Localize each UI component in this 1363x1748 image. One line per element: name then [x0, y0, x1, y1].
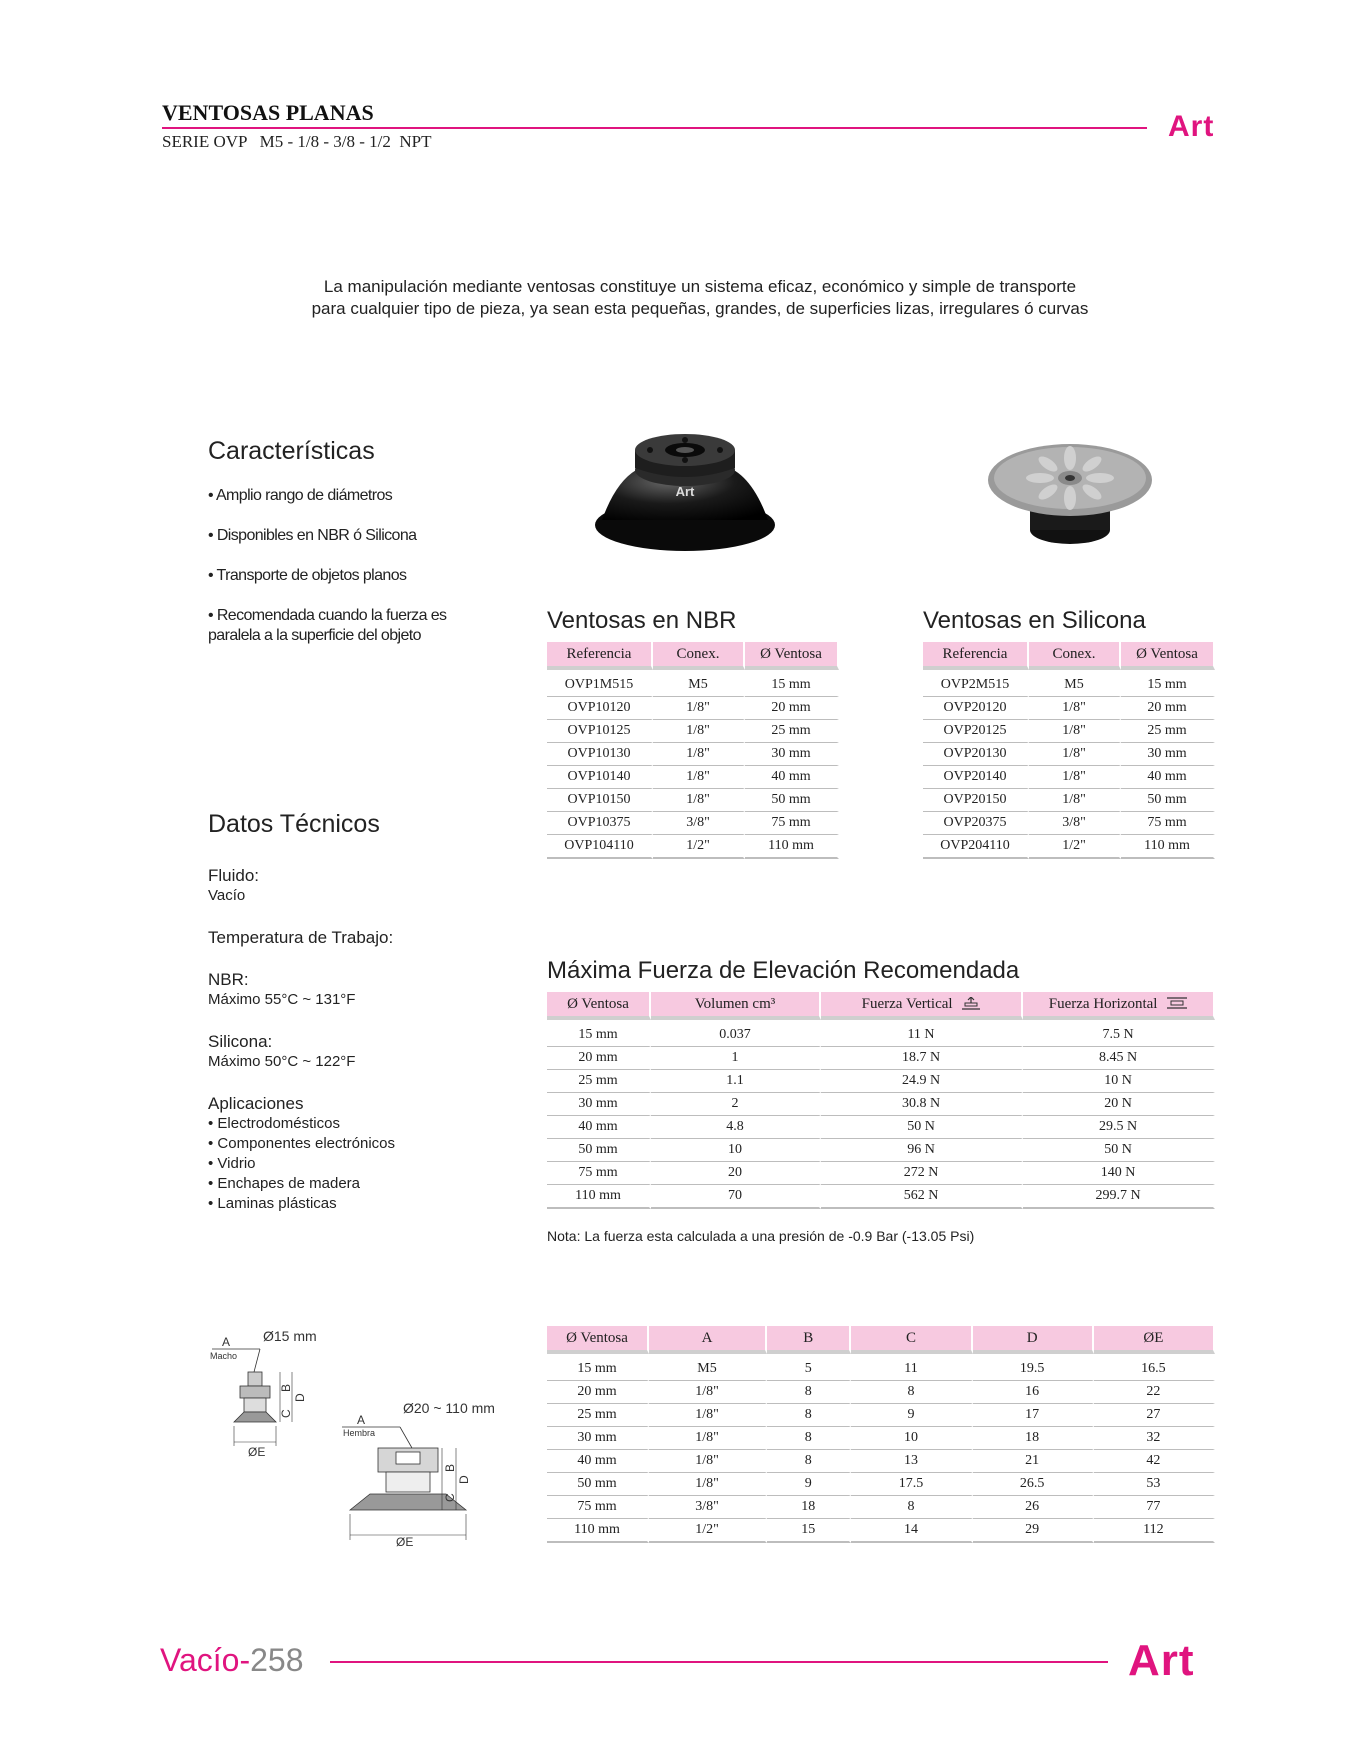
table-cell: 1/8" [653, 697, 745, 720]
app-item: • Electrodomésticos [208, 1115, 340, 1132]
large-b-label: B [443, 1463, 457, 1472]
table-cell: 8 [851, 1381, 972, 1404]
table-cell: 16 [973, 1381, 1094, 1404]
table-cell: 18 [973, 1427, 1094, 1450]
col-header: A [649, 1326, 767, 1354]
nbr-cup-photo [590, 430, 780, 555]
table-cell: 75 mm [1121, 812, 1215, 835]
col-header: Ø Ventosa [1121, 642, 1215, 670]
table-row [923, 789, 1215, 812]
feature-item: • Transporte de objetos planos [208, 567, 407, 584]
table-row [923, 766, 1215, 789]
table-cell: 1/8" [649, 1381, 767, 1404]
sil-table [923, 642, 1215, 859]
table-cell: OVP20130 [923, 743, 1029, 766]
table-row [547, 1047, 1215, 1070]
table-cell: 1/8" [1029, 789, 1121, 812]
table-row [923, 697, 1215, 720]
table-cell: 96 N [821, 1139, 1023, 1162]
table-cell: 50 mm [547, 1139, 651, 1162]
table-cell: 29 [973, 1519, 1094, 1543]
col-header: D [973, 1326, 1094, 1354]
small-e-label: ØE [248, 1445, 266, 1459]
table-row [547, 743, 839, 766]
table-cell: 4.8 [651, 1116, 821, 1139]
table-cell: 1/8" [1029, 766, 1121, 789]
table-cell: 299.7 N [1023, 1185, 1215, 1209]
table-cell: 42 [1094, 1450, 1215, 1473]
app-item: • Vidrio [208, 1155, 256, 1172]
table-cell: 15 mm [547, 1020, 651, 1047]
table-cell: 110 mm [745, 835, 839, 859]
table-row [547, 670, 839, 697]
table-cell: 8 [767, 1427, 851, 1450]
table-cell: 25 mm [547, 1070, 651, 1093]
page-subtitle: SERIE OVP M5 - 1/8 - 3/8 - 1/2 NPT [162, 132, 432, 151]
table-cell: 20 mm [547, 1047, 651, 1070]
table-row [547, 1162, 1215, 1185]
table-row [923, 812, 1215, 835]
table-cell: 1/8" [653, 789, 745, 812]
table-cell: 18 [767, 1496, 851, 1519]
col-header: C [851, 1326, 972, 1354]
col-header: Volumen cm³ [651, 992, 821, 1020]
table-row [547, 835, 839, 859]
table-row [547, 1473, 1215, 1496]
table-cell: 1 [651, 1047, 821, 1070]
table-cell: 15 mm [547, 1354, 649, 1381]
table-cell: 20 mm [745, 697, 839, 720]
table-cell: OVP10150 [547, 789, 653, 812]
apps-label: Aplicaciones [208, 1094, 304, 1113]
table-cell: 17 [973, 1404, 1094, 1427]
table-row [547, 1496, 1215, 1519]
table-cell: 40 mm [1121, 766, 1215, 789]
table-cell: 110 mm [547, 1185, 651, 1209]
table-cell: OVP1M515 [547, 670, 653, 697]
caracteristicas-list [208, 486, 448, 666]
table-cell: OVP2M515 [923, 670, 1029, 697]
table-cell: 50 mm [1121, 789, 1215, 812]
table-row [547, 1070, 1215, 1093]
fluido-label: Fluido: [208, 866, 260, 885]
table-cell: 8.45 N [1023, 1047, 1215, 1070]
table-row [547, 1020, 1215, 1047]
small-macho-label: Macho [210, 1351, 238, 1361]
table-cell: 1/2" [653, 835, 745, 859]
feature-item: • Recomendada cuando la fuerza es paralela a la superficie del objeto [208, 607, 447, 644]
table-cell: M5 [649, 1354, 767, 1381]
table-cell: 75 mm [547, 1496, 649, 1519]
table-cell: OVP104110 [547, 835, 653, 859]
table-row [547, 812, 839, 835]
table-cell: OVP20125 [923, 720, 1029, 743]
table-cell: 77 [1094, 1496, 1215, 1519]
table-row [547, 1404, 1215, 1427]
table-cell: 11 N [821, 1020, 1023, 1047]
table-cell: OVP10130 [547, 743, 653, 766]
table-cell: 15 [767, 1519, 851, 1543]
table-cell: OVP10120 [547, 697, 653, 720]
table-cell: 30 mm [547, 1093, 651, 1116]
svg-text:Art: Art [675, 484, 695, 499]
large-d-label: D [457, 1475, 471, 1484]
table-cell: 2 [651, 1093, 821, 1116]
datos-block [208, 866, 488, 1214]
table-cell: 562 N [821, 1185, 1023, 1209]
table-cell: 40 mm [547, 1450, 649, 1473]
vertical-force-icon [962, 997, 980, 1011]
table-cell: 112 [1094, 1519, 1215, 1543]
nbr-table-heading: Ventosas en NBR [547, 607, 737, 634]
table-cell: 26 [973, 1496, 1094, 1519]
app-item: • Componentes electrónicos [208, 1135, 396, 1152]
table-cell: M5 [1029, 670, 1121, 697]
large-hembra-label: Hembra [343, 1428, 376, 1438]
table-cell: 50 mm [745, 789, 839, 812]
table-cell: 19.5 [973, 1354, 1094, 1381]
col-header [1023, 992, 1215, 1020]
dimensions-table-body [547, 1354, 1215, 1543]
table-cell: 14 [851, 1519, 972, 1543]
table-cell: 10 [651, 1139, 821, 1162]
table-cell: 32 [1094, 1427, 1215, 1450]
table-cell: 25 mm [1121, 720, 1215, 743]
dimension-drawing [200, 1322, 520, 1572]
dimensions-table [547, 1326, 1215, 1543]
table-row [547, 1093, 1215, 1116]
table-cell: 272 N [821, 1162, 1023, 1185]
intro-line-2: para cualquier tipo de pieza, ya sean esta pequeñas, grandes, de superficies lizas, irregulares ó curvas [311, 299, 1089, 318]
force-table [547, 992, 1215, 1209]
table-cell: 1/8" [653, 743, 745, 766]
table-row [923, 835, 1215, 859]
brand-logo-footer [1128, 1636, 1195, 1686]
table-cell: OVP10140 [547, 766, 653, 789]
col-header: Conex. [653, 642, 745, 670]
table-cell: 22 [1094, 1381, 1215, 1404]
col-header-label: Fuerza Vertical [861, 995, 953, 1012]
table-row [547, 1519, 1215, 1543]
sil-label: Silicona: [208, 1032, 273, 1051]
table-cell: 15 mm [745, 670, 839, 697]
table-cell: 25 mm [547, 1404, 649, 1427]
feature-item: • Amplio rango de diámetros [208, 487, 393, 504]
table-cell: 140 N [1023, 1162, 1215, 1185]
table-cell: 110 mm [547, 1519, 649, 1543]
table-cell: 30 mm [547, 1427, 649, 1450]
large-c-label: C [443, 1493, 457, 1502]
col-header-label: Fuerza Horizontal [1048, 995, 1158, 1012]
nbr-temp-value: Máximo 55°C ~ 131°F [208, 991, 356, 1008]
datos-heading: Datos Técnicos [208, 810, 380, 838]
small-c-label: C [279, 1409, 293, 1418]
caracteristicas-heading: Características [208, 437, 375, 465]
sil-temp-value: Máximo 50°C ~ 122°F [208, 1053, 356, 1070]
table-cell: 30 mm [745, 743, 839, 766]
force-note: Nota: La fuerza esta calculada a una presión de -0.9 Bar (-13.05 Psi) [547, 1228, 975, 1244]
small-b-label: B [279, 1383, 293, 1392]
table-cell: 1/2" [1029, 835, 1121, 859]
table-cell: 21 [973, 1450, 1094, 1473]
table-row [547, 720, 839, 743]
large-a-label: A [357, 1413, 366, 1427]
logo-text: Art [1168, 110, 1215, 143]
table-cell: 16.5 [1094, 1354, 1215, 1381]
table-row [547, 1381, 1215, 1404]
table-row [547, 766, 839, 789]
table-cell: 1.1 [651, 1070, 821, 1093]
table-row [547, 789, 839, 812]
nbr-table-body [547, 670, 839, 859]
small-a-label: A [222, 1335, 231, 1349]
table-cell: OVP204110 [923, 835, 1029, 859]
small-size-label: Ø15 mm [263, 1328, 317, 1344]
table-cell: 1/2" [649, 1519, 767, 1543]
table-row [923, 720, 1215, 743]
silicone-cup-photo [985, 440, 1155, 550]
footer-section: Vacío- [160, 1642, 251, 1678]
table-cell: 26.5 [973, 1473, 1094, 1496]
table-cell: 1/8" [649, 1450, 767, 1473]
table-cell: 40 mm [745, 766, 839, 789]
logo-text: Art [1128, 1636, 1195, 1685]
table-row [923, 670, 1215, 697]
table-cell: 15 mm [1121, 670, 1215, 697]
table-cell: OVP20375 [923, 812, 1029, 835]
force-table-heading: Máxima Fuerza de Elevación Recomendada [547, 957, 1020, 984]
small-d-label: D [293, 1393, 307, 1402]
intro-line-1: La manipulación mediante ventosas constituye un sistema eficaz, económico y simple de transporte [323, 277, 1077, 296]
table-cell: 1/8" [1029, 720, 1121, 743]
table-cell: 10 [851, 1427, 972, 1450]
app-item: • Enchapes de madera [208, 1175, 361, 1192]
sil-table-heading: Ventosas en Silicona [923, 607, 1146, 634]
table-cell: 20 [651, 1162, 821, 1185]
table-cell: 27 [1094, 1404, 1215, 1427]
table-row [923, 743, 1215, 766]
col-header: Ø Ventosa [547, 1326, 649, 1354]
table-cell: OVP20140 [923, 766, 1029, 789]
table-cell: 8 [767, 1381, 851, 1404]
table-cell: 1/8" [649, 1404, 767, 1427]
footer-page-number: 258 [250, 1642, 304, 1678]
table-cell: 75 mm [547, 1162, 651, 1185]
table-row [547, 1116, 1215, 1139]
table-cell: OVP10125 [547, 720, 653, 743]
table-cell: 13 [851, 1450, 972, 1473]
table-cell: 20 mm [547, 1381, 649, 1404]
table-cell: 25 mm [745, 720, 839, 743]
col-header: B [767, 1326, 851, 1354]
table-cell: 0.037 [651, 1020, 821, 1047]
footer-page-label [160, 1642, 304, 1679]
table-cell: 7.5 N [1023, 1020, 1215, 1047]
table-cell: 24.9 N [821, 1070, 1023, 1093]
table-cell: OVP20150 [923, 789, 1029, 812]
table-cell: 20 N [1023, 1093, 1215, 1116]
table-cell: 30.8 N [821, 1093, 1023, 1116]
large-e-label: ØE [396, 1535, 414, 1549]
table-cell: 50 N [821, 1116, 1023, 1139]
header-rule [162, 127, 1147, 129]
nbr-table [547, 642, 839, 859]
table-cell: 3/8" [653, 812, 745, 835]
table-cell: 3/8" [1029, 812, 1121, 835]
table-cell: 5 [767, 1354, 851, 1381]
col-header: ØE [1094, 1326, 1215, 1354]
table-cell: 9 [851, 1404, 972, 1427]
table-cell: 8 [851, 1496, 972, 1519]
table-cell: 53 [1094, 1473, 1215, 1496]
table-cell: 50 mm [547, 1473, 649, 1496]
table-cell: 1/8" [649, 1427, 767, 1450]
table-cell: 11 [851, 1354, 972, 1381]
sil-table-body [923, 670, 1215, 859]
table-cell: 10 N [1023, 1070, 1215, 1093]
force-table-body [547, 1020, 1215, 1209]
nbr-label: NBR: [208, 970, 249, 989]
table-row [547, 1427, 1215, 1450]
table-cell: 40 mm [547, 1116, 651, 1139]
table-cell: 1/8" [1029, 697, 1121, 720]
table-cell: 18.7 N [821, 1047, 1023, 1070]
table-row [547, 697, 839, 720]
footer-rule [330, 1661, 1108, 1663]
table-row [547, 1185, 1215, 1209]
table-cell: 1/8" [649, 1473, 767, 1496]
intro-text [200, 276, 1200, 320]
page-title: VENTOSAS PLANAS [162, 100, 374, 125]
temp-label: Temperatura de Trabajo: [208, 928, 394, 947]
col-header [821, 992, 1023, 1020]
table-cell: 50 N [1023, 1139, 1215, 1162]
horizontal-force-icon [1167, 997, 1187, 1011]
col-header: Ø Ventosa [745, 642, 839, 670]
table-cell: 30 mm [1121, 743, 1215, 766]
table-cell: 110 mm [1121, 835, 1215, 859]
table-cell: 9 [767, 1473, 851, 1496]
large-size-label: Ø20 ~ 110 mm [403, 1400, 495, 1416]
table-cell: 29.5 N [1023, 1116, 1215, 1139]
table-cell: OVP20120 [923, 697, 1029, 720]
table-cell: 8 [767, 1404, 851, 1427]
table-cell: OVP10375 [547, 812, 653, 835]
table-cell: 17.5 [851, 1473, 972, 1496]
table-cell: 75 mm [745, 812, 839, 835]
brand-logo-header [1168, 110, 1214, 144]
table-cell: 1/8" [1029, 743, 1121, 766]
col-header: Conex. [1029, 642, 1121, 670]
table-cell: 3/8" [649, 1496, 767, 1519]
table-row [547, 1139, 1215, 1162]
col-header: Ø Ventosa [547, 992, 651, 1020]
col-header: Referencia [923, 642, 1029, 670]
col-header: Referencia [547, 642, 653, 670]
table-cell: M5 [653, 670, 745, 697]
fluido-value: Vacío [208, 887, 246, 904]
table-row [547, 1354, 1215, 1381]
table-cell: 8 [767, 1450, 851, 1473]
app-item: • Laminas plásticas [208, 1195, 337, 1212]
table-cell: 20 mm [1121, 697, 1215, 720]
table-cell: 70 [651, 1185, 821, 1209]
table-row [547, 1450, 1215, 1473]
feature-item: • Disponibles en NBR ó Silicona [208, 527, 417, 544]
table-cell: 1/8" [653, 766, 745, 789]
table-cell: 1/8" [653, 720, 745, 743]
